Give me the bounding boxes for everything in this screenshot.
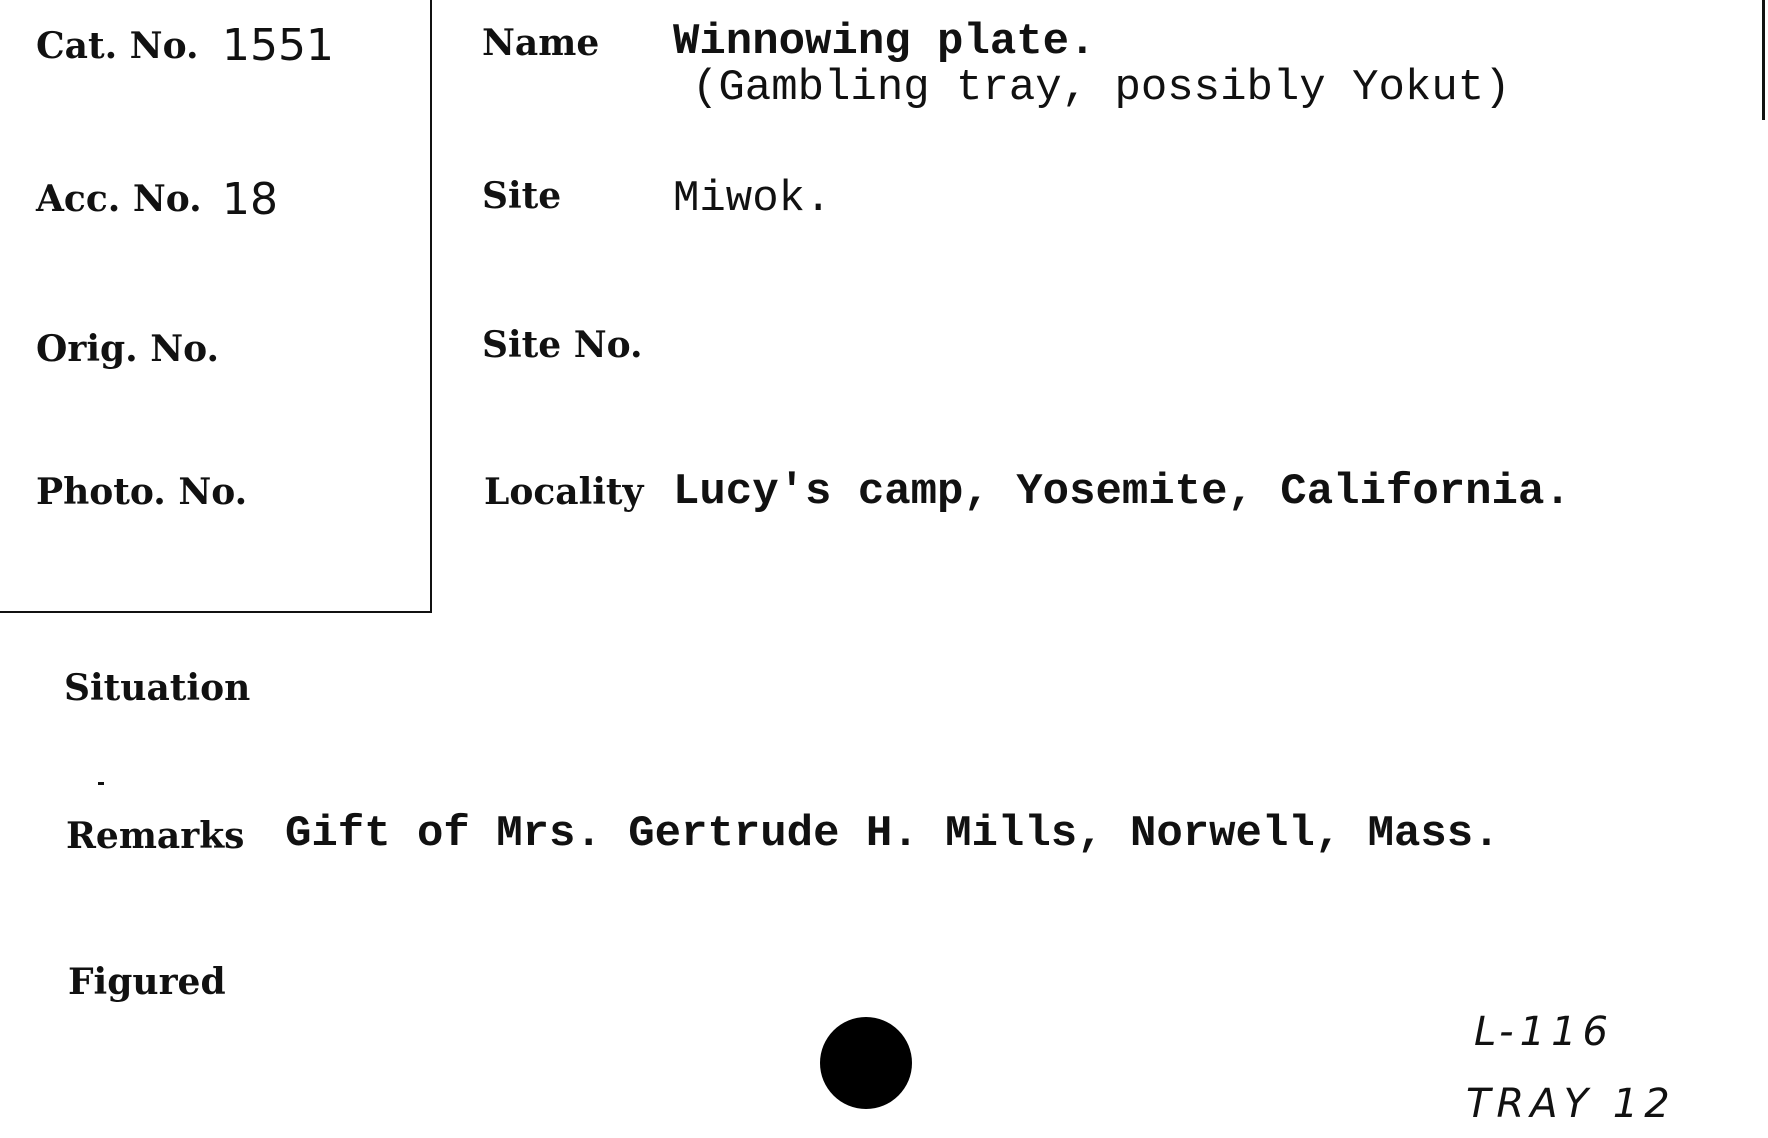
name-note: (Gambling tray, possibly Yokut): [692, 63, 1511, 113]
remarks-value: Gift of Mrs. Gertrude H. Mills, Norwell, Mass.: [285, 809, 1500, 859]
acc-no-value: 18: [222, 174, 278, 225]
cat-no-value: 1551: [222, 20, 334, 71]
name-value: Winnowing plate.: [673, 17, 1096, 67]
acc-no-label: Acc. No.: [36, 178, 202, 220]
situation-label: Situation: [64, 667, 251, 709]
orig-no-label: Orig. No.: [36, 328, 220, 370]
ink-speck: [98, 782, 104, 785]
cat-no-label: Cat. No.: [36, 25, 199, 67]
punch-hole: [820, 1017, 912, 1109]
locality-value: Lucy's camp, Yosemite, California.: [673, 467, 1571, 517]
handwritten-tray: TRAY 12: [1466, 1081, 1676, 1127]
locality-label: Locality: [484, 471, 644, 513]
photo-no-label: Photo. No.: [36, 471, 248, 513]
figured-label: Figured: [68, 961, 226, 1003]
name-label: Name: [482, 22, 600, 64]
catalog-number-box: [0, 0, 432, 613]
site-label: Site: [482, 175, 562, 217]
handwritten-number: L-116: [1474, 1009, 1614, 1055]
right-edge-line: [1762, 0, 1765, 120]
site-no-label: Site No.: [482, 324, 643, 366]
site-value: Miwok.: [673, 174, 832, 224]
remarks-label: Remarks: [66, 815, 245, 857]
